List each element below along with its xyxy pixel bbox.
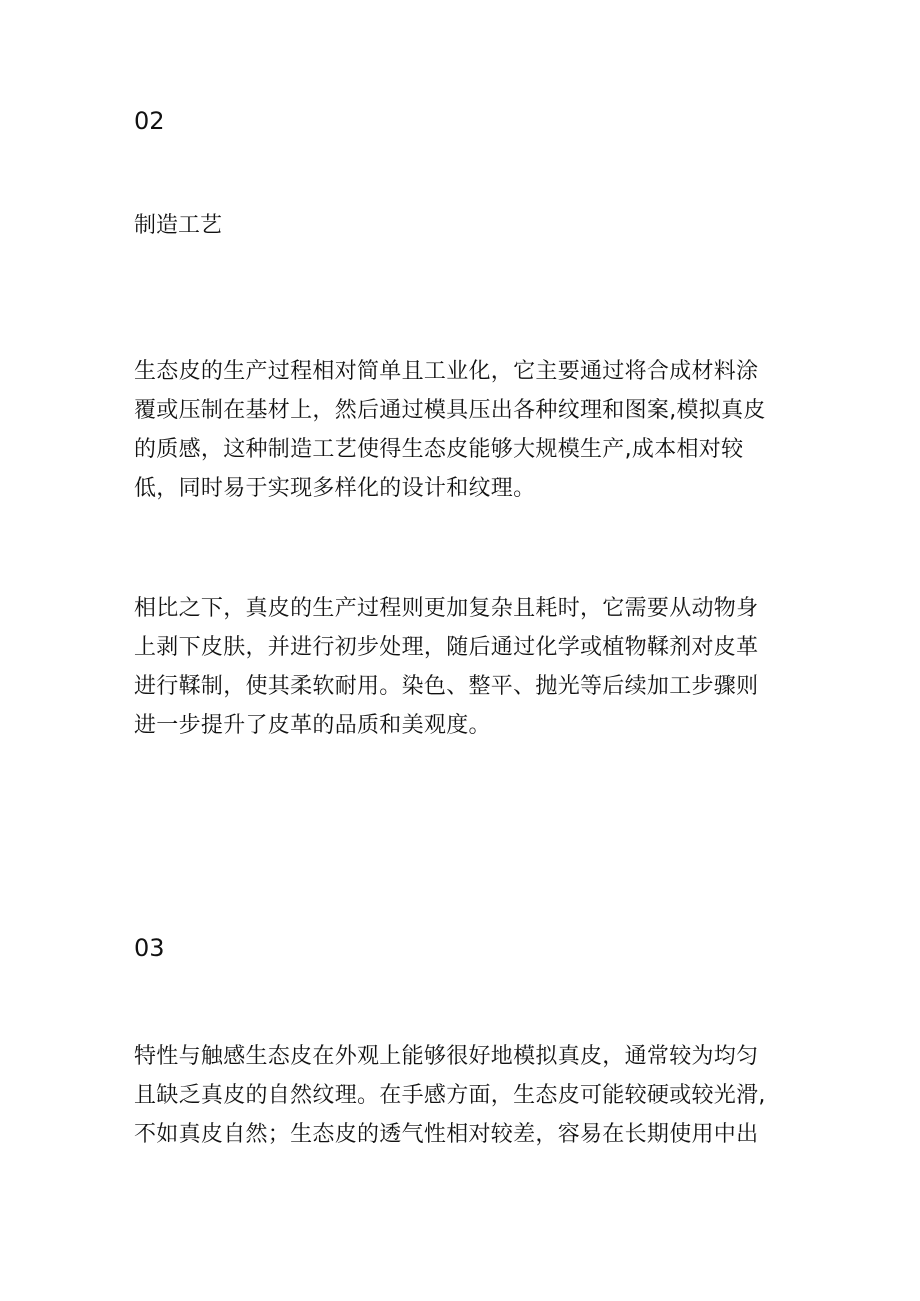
paragraph-line: 相比之下，真皮的生产过程则更加复杂且耗时，它需要从动物身: [134, 596, 759, 621]
paragraph-production-genuine-leather: [134, 589, 794, 745]
section-heading: 制造工艺: [134, 213, 223, 238]
paragraph-line: 进行鞣制，使其柔软耐用。染色、整平、抛光等后续加工步骤则: [134, 674, 759, 699]
paragraph-line: 进一步提升了皮革的品质和美观度。: [134, 713, 491, 738]
paragraph-production-eco-leather: [134, 352, 794, 508]
paragraph-line: 生态皮的生产过程相对简单且工业化，它主要通过将合成材料涂: [134, 359, 759, 384]
paragraph-line: 低，同时易于实现多样化的设计和纹理。: [134, 476, 536, 501]
paragraph-properties-feel: [134, 1037, 794, 1154]
paragraph-line: 且缺乏真皮的自然纹理。在手感方面，生态皮可能较硬或较光滑,: [134, 1083, 766, 1108]
paragraph-line: 上剥下皮肤，并进行初步处理，随后通过化学或植物鞣剂对皮革: [134, 635, 759, 660]
paragraph-line: 的质感，这种制造工艺使得生态皮能够大规模生产,成本相对较: [134, 437, 744, 462]
paragraph-line: 特性与触感生态皮在外观上能够很好地模拟真皮，通常较为均匀: [134, 1044, 759, 1069]
section-number-03: 03: [134, 934, 165, 962]
paragraph-line: 覆或压制在基材上，然后通过模具压出各种纹理和图案,模拟真皮: [134, 398, 766, 423]
section-number-02: 02: [134, 107, 165, 135]
paragraph-line: 不如真皮自然；生态皮的透气性相对较差，容易在长期使用中出: [134, 1122, 759, 1147]
